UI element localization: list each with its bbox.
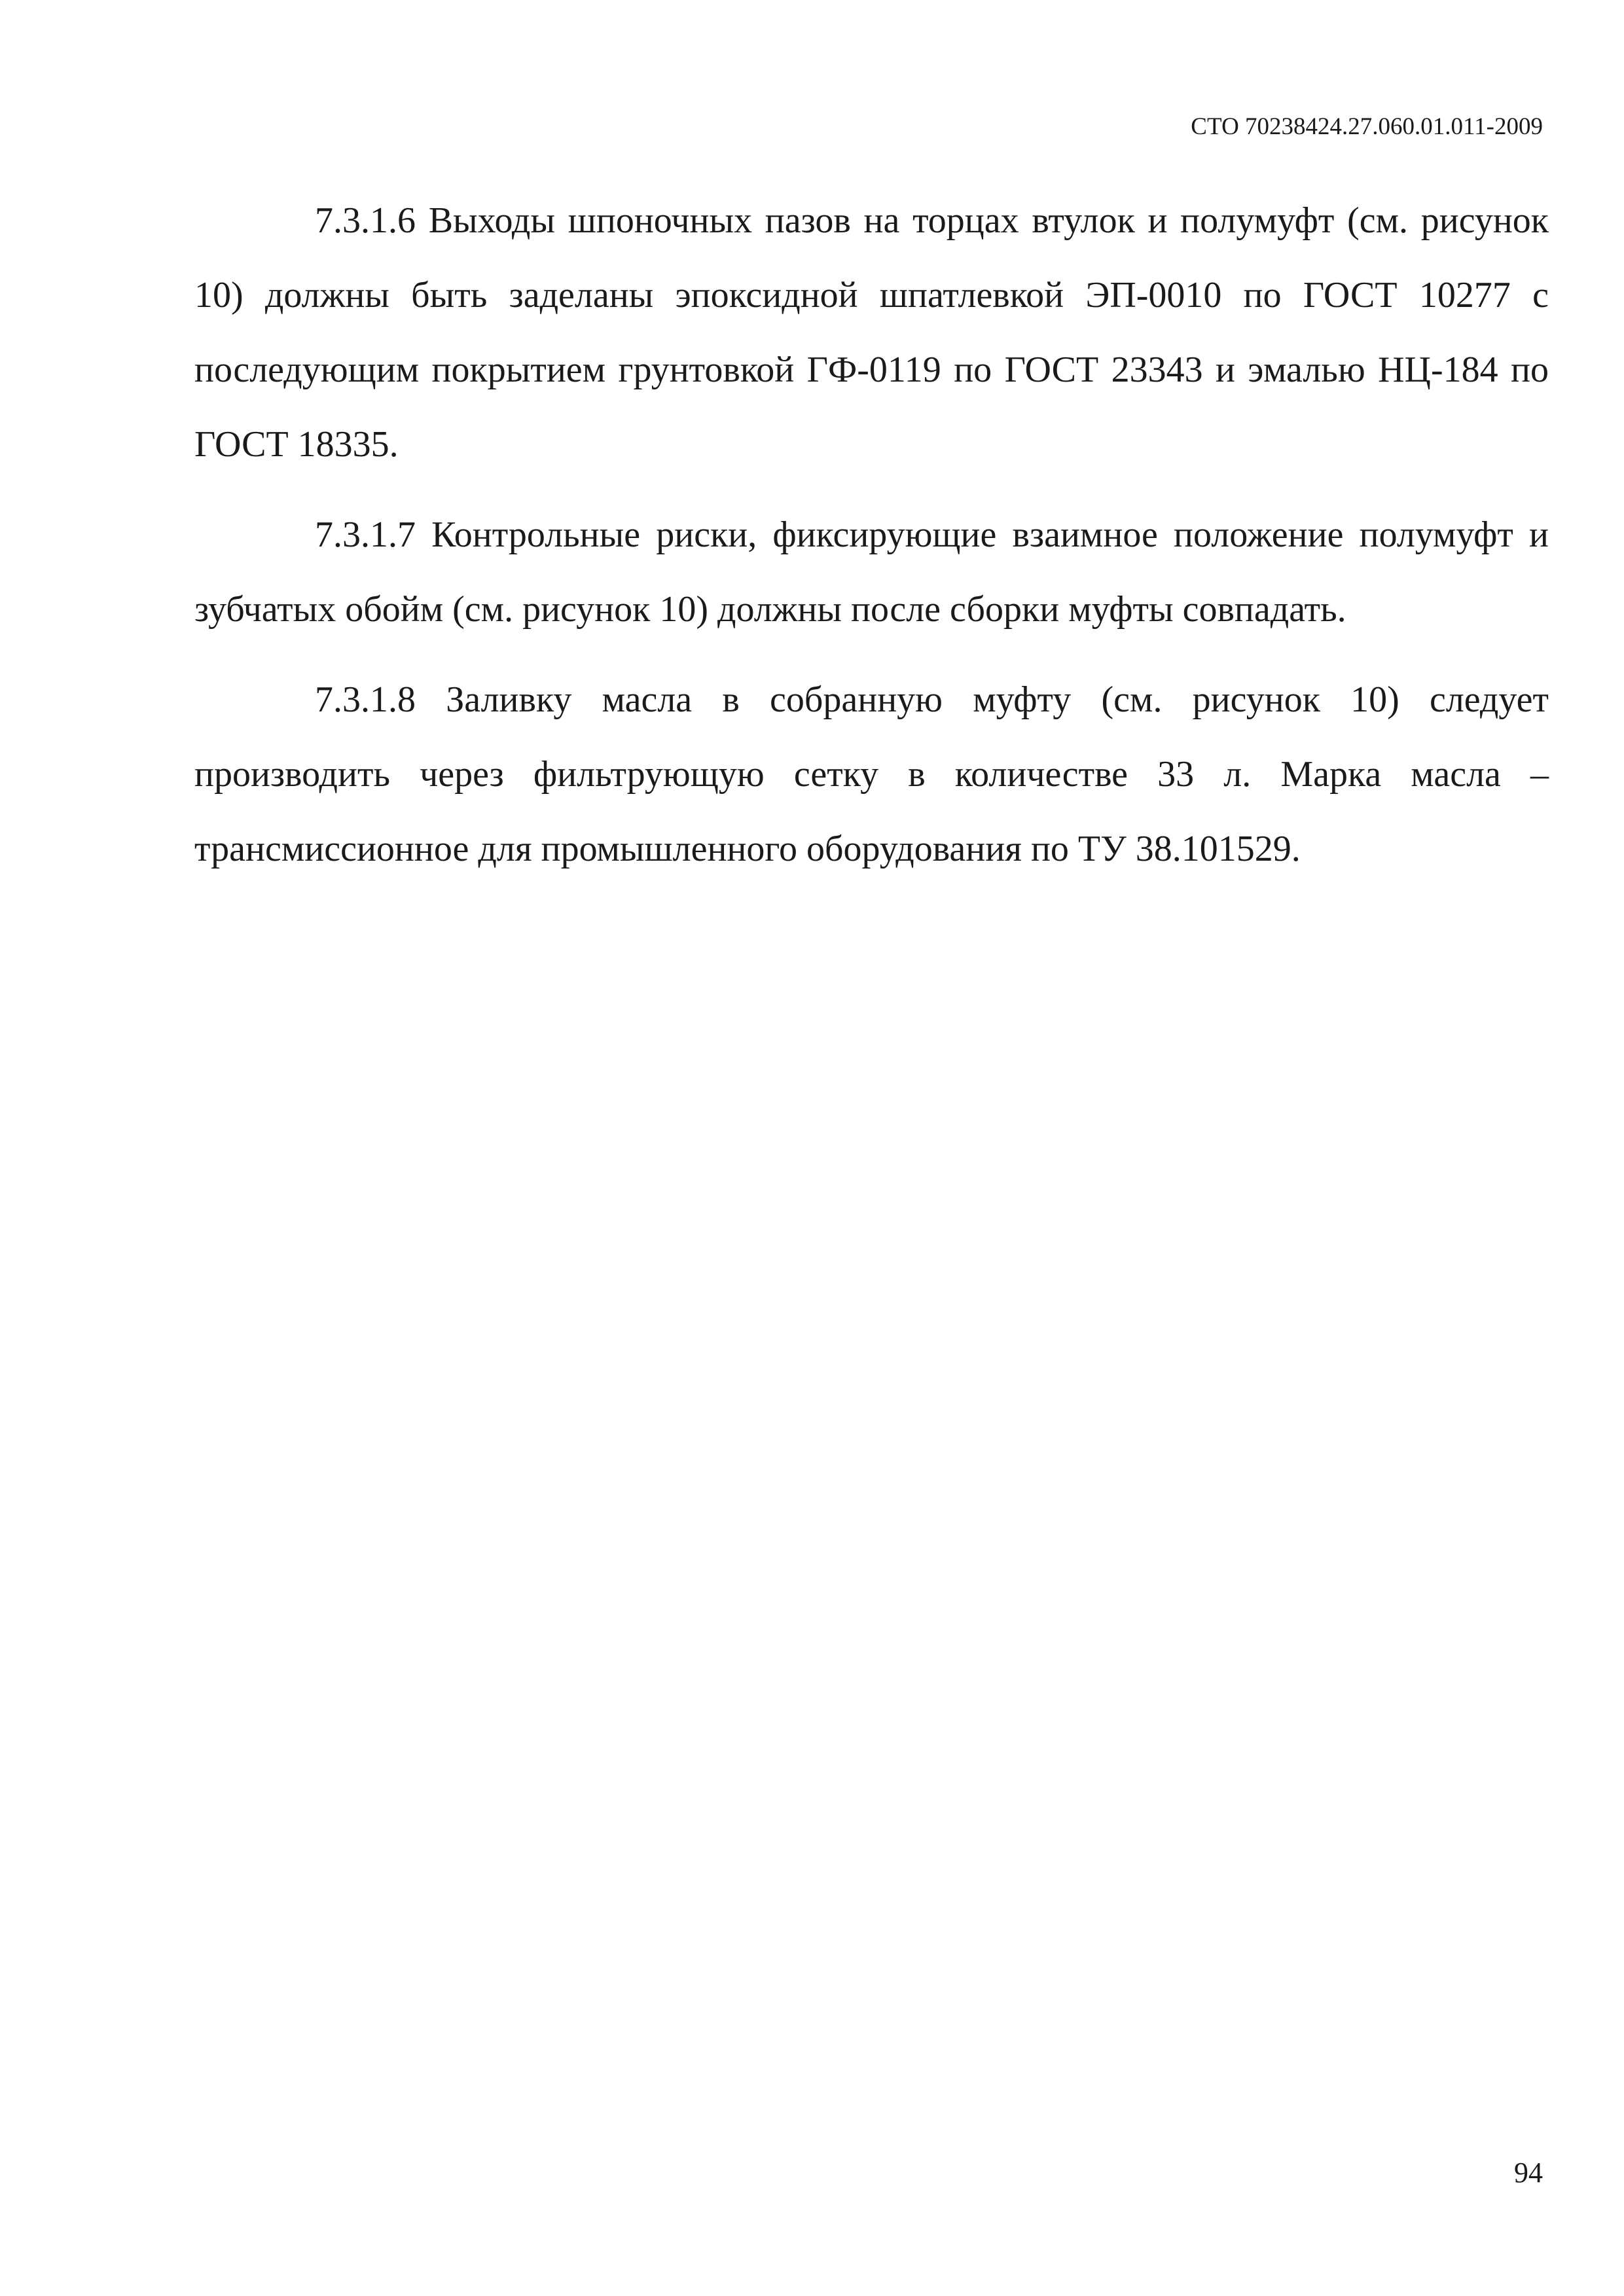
page-body — [194, 183, 1549, 902]
paragraph-7-3-1-8: 7.3.1.8 Заливку масла в собранную муфту (см. рисунок 10) следует производить через фильтрующую сетку в количестве 33 л. Марка масла – трансмиссионное для промышленного оборудования по ТУ 38.101529. — [194, 679, 1549, 869]
paragraph-7-3-1-6: 7.3.1.6 Выходы шпоночных пазов на торцах втулок и полумуфт (см. рисунок 10) должны быть заделаны эпоксидной шпатлевкой ЭП-0010 по ГОСТ 10277 с последующим покрытием грунтовкой ГФ-0119 по ГОСТ 23343 и эмалью НЦ-184 по ГОСТ 18335. — [194, 200, 1549, 465]
paragraph-7-3-1-7: 7.3.1.7 Контрольные риски, фиксирующие взаимное положение полумуфт и зубчатых обойм (см. рисунок 10) должны после сборки муфты совпадать. — [194, 514, 1549, 630]
page-number: 94 — [1514, 2157, 1543, 2189]
document-code-header: СТО 70238424.27.060.01.011-2009 — [1191, 113, 1543, 140]
